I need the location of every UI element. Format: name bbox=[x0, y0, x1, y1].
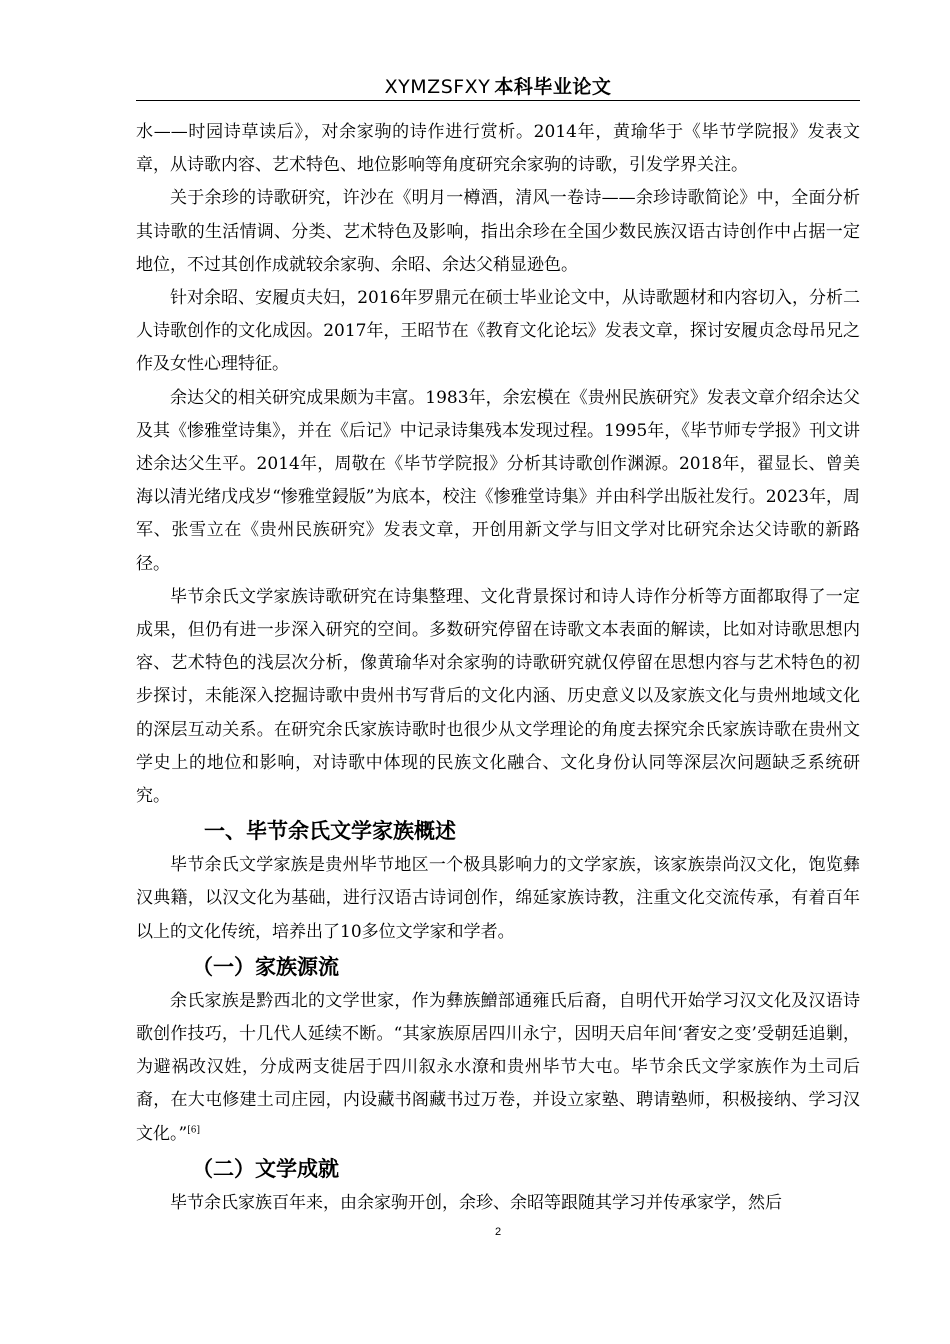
header-title: 本科毕业论文 bbox=[494, 76, 612, 98]
paragraph-7 bbox=[136, 985, 860, 1151]
section-heading-overview: 一、毕节余氏文学家族概述 bbox=[204, 819, 456, 844]
page-header bbox=[136, 74, 860, 100]
page-number: 2 bbox=[494, 1226, 502, 1238]
header-code: XYMZSFXY bbox=[384, 76, 491, 98]
paragraph-8: 毕节余氏家族百年来，由余家驹开创，余珍、余昭等跟随其学习并传承家学，然后 bbox=[170, 1192, 782, 1213]
paragraph-3: 针对余昭、安履贞夫妇，2016年罗鼎元在硕士毕业论文中，从诗歌题材和内容切入，分析二人诗歌创作的文化成因。2017年，王昭节在《教育文化论坛》发表文章，探讨安履贞念母吊兄之作及女性心理特征。 bbox=[136, 288, 860, 375]
paragraph-4: 余达父的相关研究成果颇为丰富。1983年，余宏模在《贵州民族研究》发表文章介绍余达父及其《惨雅堂诗集》，并在《后记》中记录诗集残本发现过程。1995年，《毕节师专学报》刊文讲述余达父生平。2014年，周敬在《毕节学院报》分析其诗歌创作渊源。2018年，翟显长、曾美海以清光绪戊戌岁“惨雅堂鋟版”为底本，校注《惨雅堂诗集》并由科学出版社发行。2023年，周军、张雪立在《贵州民族研究》发表文章，开创用新文学与旧文学对比研究余达父诗歌的新路径。 bbox=[136, 387, 860, 574]
paragraph-6: 毕节余氏文学家族是贵州毕节地区一个极具影响力的文学家族，该家族崇尚汉文化，饱览彝汉典籍，以汉文化为基础，进行汉语古诗词创作，绵延家族诗教，注重文化交流传承，有着百年以上的文化传统，培养出了10多位文学家和学者。 bbox=[136, 855, 860, 942]
subsection-heading-origin: （一）家族源流 bbox=[192, 954, 339, 979]
paragraph-5: 毕节余氏文学家族诗歌研究在诗集整理、文化背景探讨和诗人诗作分析等方面都取得了一定成果，但仍有进一步深入研究的空间。多数研究停留在诗歌文本表面的解读，比如对诗歌思想内容、艺术特色的浅层次分析，像黄瑜华对余家驹的诗歌研究就仅停留在思想内容与艺术特色的初步探讨，未能深入挖掘诗歌中贵州书写背后的文化内涵、历史意义以及家族文化与贵州地域文化的深层互动关系。在研究余氏家族诗歌时也很少从文学理论的角度去探究余氏家族诗歌在贵州文学史上的地位和影响，对诗歌中体现的民族文化融合、文化身份认同等深层次问题缺乏系统研究。 bbox=[136, 586, 860, 807]
paragraph-1: 水——时园诗草读后》，对余家驹的诗作进行赏析。2014年，黄瑜华于《毕节学院报》发表文章，从诗歌内容、艺术特色、地位影响等角度研究余家驹的诗歌，引发学界关注。 bbox=[136, 122, 860, 176]
paragraph-2: 关于余珍的诗歌研究，许沙在《明月一樽酒，清风一卷诗——余珍诗歌简论》中，全面分析其诗歌的生活情调、分类、艺术特色及影响，指出余珍在全国少数民族汉语古诗创作中占据一定地位，不过其创作成就较余家驹、余昭、余达父稍显逊色。 bbox=[136, 188, 860, 275]
header-rule bbox=[136, 100, 860, 101]
body-text bbox=[136, 116, 860, 1220]
subsection-heading-achievements: （二）文学成就 bbox=[192, 1156, 339, 1181]
paragraph-7-text: 余氏家族是黔西北的文学世家，作为彝族鱛部通雍氏后裔，自明代开始学习汉文化及汉语诗歌创作技巧，十几代人延续不断。“其家族原居四川永宁，因明天启年间‘奢安之变’受朝廷追剿，为避祸改汉姓，分成两支徙居于四川叙永水潦和贵州毕节大屯。毕节余氏文学家族作为土司后裔，在大屯修建土司庄园，内设藏书阁藏书过万卷，并设立家塾、聘请塾师，积极接纳、学习汉文化。” bbox=[136, 990, 860, 1144]
citation-marker[interactable]: [6] bbox=[187, 1125, 200, 1136]
